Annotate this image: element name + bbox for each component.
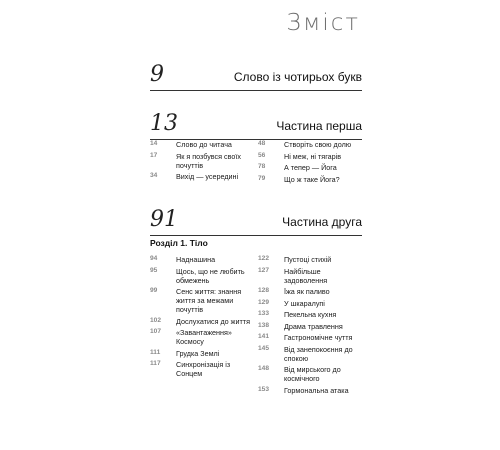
toc-entry[interactable] — [150, 172, 254, 181]
toc-page-number: 107 — [150, 328, 162, 335]
part1-left-entries — [150, 140, 254, 184]
toc-entry-title: Наднашина — [176, 255, 216, 264]
section-page-number: 9 — [150, 62, 164, 87]
toc-entry-title: Ні меж, ні тягарів — [284, 151, 342, 161]
section-title: Частина друга — [282, 215, 362, 229]
toc-entry[interactable] — [258, 322, 362, 331]
page-title: Зміст — [286, 10, 360, 36]
toc-entry-title: А тепер — Йога — [284, 163, 337, 172]
toc-page-number: 122 — [258, 255, 270, 262]
toc-page-number: 127 — [258, 266, 270, 274]
toc-page-number: 48 — [258, 140, 266, 147]
toc-entry[interactable] — [258, 333, 362, 342]
toc-entry[interactable] — [150, 140, 254, 149]
toc-entry[interactable] — [258, 386, 362, 395]
toc-page-number: 111 — [150, 348, 161, 356]
toc-entry-title: Сенс життя: знання життя за межами почуттів — [176, 287, 242, 314]
toc-entry-title: Що ж таке Йога? — [284, 174, 340, 184]
toc-entry[interactable] — [258, 163, 362, 172]
toc-page-number: 95 — [150, 266, 158, 274]
chapter-heading: Розділ 1. Тіло — [150, 238, 208, 248]
section-page-number: 91 — [150, 207, 178, 232]
toc-entry-title: Грудка Землі — [176, 348, 220, 358]
toc-entry-title: Гастрономічне чуття — [284, 333, 353, 342]
toc-entry[interactable] — [258, 345, 362, 363]
section-heading-part-two[interactable] — [150, 200, 362, 230]
toc-page-number: 34 — [150, 172, 158, 179]
toc-page-number: 56 — [258, 151, 266, 159]
toc-entry[interactable] — [150, 328, 254, 346]
toc-page-number: 14 — [150, 140, 158, 147]
toc-page-number: 148 — [258, 365, 270, 372]
toc-entry[interactable] — [258, 175, 362, 184]
toc-entry-title: Пустоці стихій — [284, 255, 332, 264]
section-page-number: 13 — [150, 111, 178, 136]
toc-page-number: 133 — [258, 310, 270, 317]
section-rule — [150, 235, 362, 236]
toc-page-number: 138 — [258, 321, 270, 329]
toc-page-number: 129 — [258, 298, 270, 306]
toc-entry-title: Слово до читача — [176, 140, 232, 149]
toc-page-number: 79 — [258, 174, 266, 182]
toc-entry-title: Вихід — усередині — [176, 172, 239, 181]
toc-entry-title: Створіть свою долю — [284, 140, 352, 149]
toc-entry-title: Від мирського до космічного — [284, 365, 341, 383]
toc-entry[interactable] — [258, 140, 362, 149]
section-heading-intro[interactable] — [150, 55, 362, 85]
toc-entry[interactable] — [258, 310, 362, 319]
toc-entry-title: Синхронізація із Сонцем — [176, 360, 231, 378]
toc-entry-title: «Завантаження» Космосу — [176, 328, 232, 346]
section-title: Слово із чотирьох букв — [233, 70, 362, 84]
toc-entry[interactable] — [150, 152, 254, 170]
toc-entry[interactable] — [150, 255, 254, 264]
toc-entry[interactable] — [258, 299, 362, 308]
toc-page-number: 102 — [150, 316, 162, 324]
toc-page-number: 78 — [258, 163, 266, 170]
section-heading-part-one[interactable] — [150, 104, 362, 134]
toc-page-number: 128 — [258, 287, 270, 294]
toc-entry[interactable] — [258, 287, 362, 296]
part2-left-entries — [150, 255, 254, 381]
toc-entry[interactable] — [150, 287, 254, 314]
toc-page-number: 141 — [258, 333, 270, 340]
toc-entry[interactable] — [258, 267, 362, 285]
toc-entry[interactable] — [150, 360, 254, 378]
toc-entry-title: Найбільше задоволення — [284, 266, 328, 285]
toc-page-number: 94 — [150, 255, 158, 262]
toc-entry-title: Пекельна кухня — [284, 310, 337, 319]
toc-page-number: 17 — [150, 151, 158, 159]
toc-entry[interactable] — [150, 317, 254, 326]
toc-page-number: 117 — [150, 360, 161, 367]
toc-entry-title: Дослухатися до життя — [176, 316, 250, 326]
toc-page-number: 153 — [258, 385, 270, 393]
part1-right-entries — [258, 140, 362, 186]
toc-entry-title: Від занепокоєння до спокою — [284, 344, 353, 363]
toc-entry-title: У шкаралупі — [284, 298, 325, 308]
toc-entry[interactable] — [150, 267, 254, 285]
section-rule — [150, 90, 362, 91]
part2-right-entries — [258, 255, 362, 397]
toc-entry[interactable] — [258, 255, 362, 264]
toc-entry-title: Як я позбувся своїх почуттів — [176, 151, 241, 170]
toc-page-number: 99 — [150, 287, 158, 294]
toc-entry-title: Гормональна атака — [284, 385, 349, 395]
toc-entry[interactable] — [150, 349, 254, 358]
toc-entry-title: Драма травлення — [284, 321, 343, 331]
toc-entry-title: Щось, що не любить обмежень — [176, 266, 245, 285]
toc-entry[interactable] — [258, 152, 362, 161]
toc-entry[interactable] — [258, 365, 362, 383]
toc-page-number: 145 — [258, 344, 270, 352]
section-title: Частина перша — [276, 119, 362, 133]
toc-entry-title: Їжа як паливо — [284, 287, 330, 296]
